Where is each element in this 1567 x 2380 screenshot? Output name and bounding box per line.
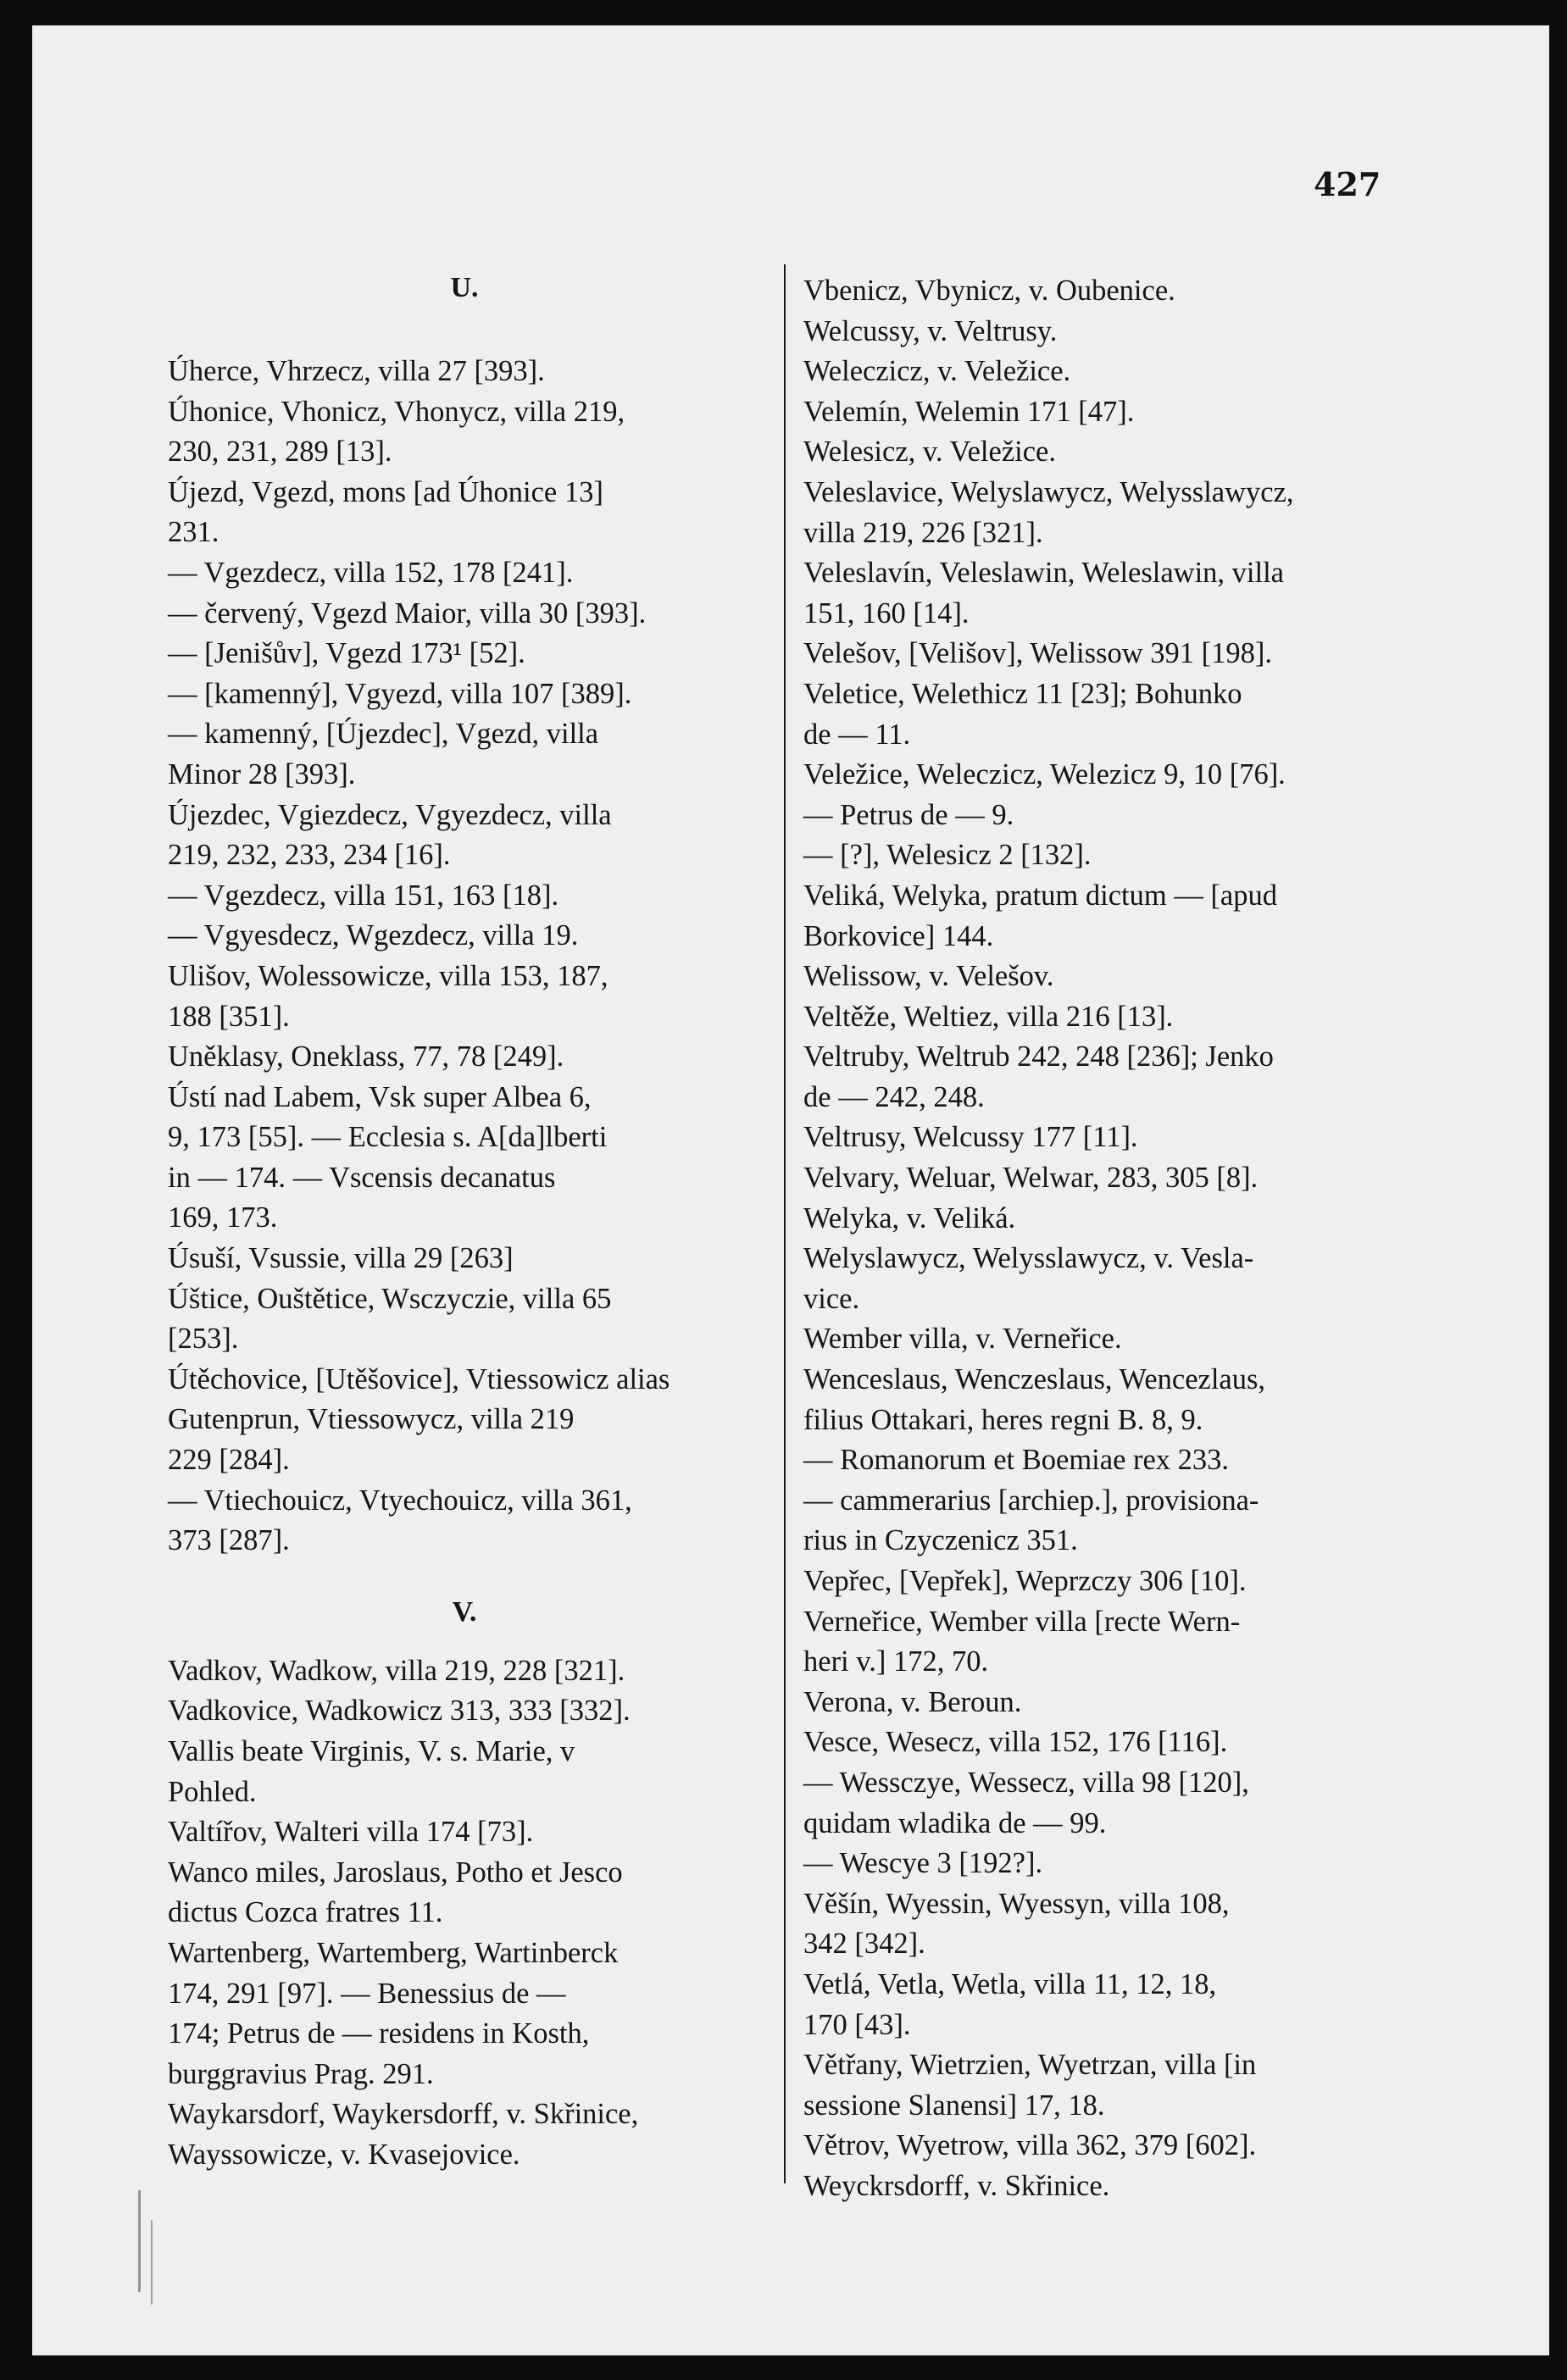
entry-line: — [kamenný], Vgyezd, villa 107 [389].: [168, 677, 632, 710]
index-entry: [803, 1037, 1392, 1118]
entry-line: sessione Slanensi] 17, 18.: [803, 2089, 1105, 2122]
index-entry: [803, 392, 1392, 433]
book-page: [32, 25, 1549, 2355]
index-entry: [168, 674, 761, 715]
entry-line: 174, 291 [97]. — Benessius de —: [168, 1977, 566, 2010]
index-entry: [803, 1562, 1392, 1602]
index-entry: [168, 352, 761, 392]
entry-line: 230, 231, 289 [13].: [168, 436, 392, 469]
scan-mark: [151, 2220, 153, 2305]
index-entry: [168, 473, 761, 553]
index-entry: [803, 1723, 1392, 1763]
left-column: [168, 271, 761, 2176]
entry-line: villa 219, 226 [321].: [803, 516, 1043, 549]
index-entry: [168, 1078, 761, 1239]
index-entry: [803, 1360, 1392, 1440]
entries-v: [168, 1651, 761, 2176]
entry-line: Ústí nad Labem, Vsk super Albea 6,: [168, 1080, 592, 1113]
entry-line: [253].: [168, 1323, 239, 1356]
index-entry: [168, 1933, 761, 2094]
entry-line: filius Ottakari, heres regni B. 8, 9.: [803, 1403, 1203, 1436]
index-entry: [168, 2094, 761, 2135]
index-entry: [803, 1118, 1392, 1158]
entry-line: Minor 28 [393].: [168, 757, 356, 791]
index-entry: [803, 997, 1392, 1038]
entry-line: Weyckrsdorff, v. Skřinice.: [803, 2169, 1110, 2202]
index-entry: [803, 876, 1392, 957]
index-entry: [168, 594, 761, 635]
entry-line: Uněklasy, Oneklass, 77, 78 [249].: [168, 1040, 564, 1073]
entry-line: Úsuší, Vsussie, villa 29 [263]: [168, 1242, 514, 1275]
entry-line: burggravius Prag. 291.: [168, 2057, 434, 2090]
entry-line: — Vtiechouicz, Vtyechouicz, villa 361,: [168, 1484, 632, 1517]
index-entry: [803, 271, 1392, 312]
scan-mark: [138, 2190, 141, 2292]
index-entry: [803, 312, 1392, 352]
entry-line: Větrov, Wyetrow, villa 362, 379 [602].: [803, 2129, 1257, 2162]
entry-line: de — 242, 248.: [803, 1080, 985, 1113]
entry-line: Welissow, v. Velešov.: [803, 960, 1054, 993]
entry-line: Pohled.: [168, 1775, 257, 1808]
entry-line: Veleslavín, Veleslawin, Weleslawin, villa: [803, 557, 1284, 590]
index-entry: [168, 1279, 761, 1360]
entry-line: Wenceslaus, Wenczeslaus, Wencezlaus,: [803, 1363, 1266, 1396]
entry-line: Vallis beate Virginis, V. s. Marie, v: [168, 1735, 575, 1767]
index-entry: [803, 1683, 1392, 1723]
index-entry: [803, 634, 1392, 674]
entry-line: 151, 160 [14].: [803, 596, 970, 630]
index-entry: [803, 755, 1392, 796]
entry-line: 170 [43].: [803, 2008, 911, 2041]
entry-line: 342 [342].: [803, 1928, 925, 1961]
entry-line: Welesicz, v. Veležice.: [803, 436, 1056, 469]
entry-line: — cammerarius [archiep.], provisiona-: [803, 1484, 1259, 1517]
entry-line: Velemín, Welemin 171 [47].: [803, 395, 1135, 428]
entry-line: Útěchovice, [Utěšovice], Vtiessowicz alias: [168, 1362, 670, 1395]
entry-line: — [?], Welesicz 2 [132].: [803, 839, 1092, 872]
entry-line: Újezdec, Vgiezdecz, Vgyezdecz, villa: [168, 798, 612, 831]
entry-line: 231.: [168, 516, 219, 549]
entry-line: Borkovice] 144.: [803, 919, 994, 952]
entry-line: Veletice, Welethicz 11 [23]; Bohunko: [803, 677, 1242, 710]
entry-line: heri v.] 172, 70.: [803, 1645, 989, 1678]
entry-line: quidam wladika de — 99.: [803, 1806, 1107, 1839]
entry-line: Waykarsdorf, Waykersdorff, v. Skřinice,: [168, 2098, 639, 2131]
entry-line: Wayssowicze, v. Kvasejovice.: [168, 2138, 520, 2171]
section-heading-v: V.: [452, 1595, 477, 1628]
entry-line: Veležice, Weleczicz, Welezicz 9, 10 [76].: [803, 758, 1286, 791]
entry-line: — Romanorum et Boemiae rex 233.: [803, 1444, 1230, 1477]
index-entry: [803, 1884, 1392, 1965]
index-entry: [803, 674, 1392, 755]
index-entry: [168, 392, 761, 473]
entry-line: Větřany, Wietrzien, Wyetrzan, villa [in: [803, 2049, 1257, 2082]
entry-line: Vepřec, [Vepřek], Weprzczy 306 [10].: [803, 1565, 1247, 1597]
index-entry: [803, 1199, 1392, 1240]
entry-line: Vbenicz, Vbynicz, v. Oubenice.: [803, 275, 1175, 307]
index-entry: [168, 2135, 761, 2176]
index-entry: [803, 1763, 1392, 1844]
entry-line: Úhonice, Vhonicz, Vhonycz, villa 219,: [168, 395, 625, 428]
right-column: [803, 271, 1392, 2207]
entry-line: Valtířov, Walteri villa 174 [73].: [168, 1816, 534, 1849]
index-entry: [168, 714, 761, 795]
index-entry: [168, 634, 761, 674]
entry-line: Verona, v. Beroun.: [803, 1685, 1022, 1718]
index-entry: [168, 1853, 761, 1933]
index-entry: [168, 1037, 761, 1078]
entry-line: Vetlá, Vetla, Wetla, villa 11, 12, 18,: [803, 1967, 1217, 2000]
entry-line: Gutenprun, Vtiessowycz, villa 219: [168, 1403, 575, 1436]
index-entry: [168, 796, 761, 876]
index-entry: [168, 916, 761, 957]
entry-line: — Wescye 3 [192?].: [803, 1847, 1043, 1880]
entry-line: Velešov, [Velišov], Welissow 391 [198].: [803, 637, 1272, 670]
entry-line: 188 [351].: [168, 1000, 290, 1033]
entry-line: Wanco miles, Jaroslaus, Potho et Jesco: [168, 1856, 623, 1889]
entry-line: Welyka, v. Veliká.: [803, 1201, 1016, 1234]
section-heading-u: U.: [450, 272, 479, 303]
entry-line: Veleslavice, Welyslawycz, Welysslawycz,: [803, 475, 1294, 508]
index-entry: [803, 1239, 1392, 1319]
entry-line: Vadkovice, Wadkowicz 313, 333 [332].: [168, 1695, 631, 1728]
index-entry: [803, 352, 1392, 392]
page-number: 427: [1314, 165, 1381, 203]
entry-line: rius in Czyczenicz 351.: [803, 1524, 1078, 1557]
entry-line: — Vgezdecz, villa 152, 178 [241].: [168, 556, 574, 589]
entry-line: 229 [284].: [168, 1444, 290, 1477]
index-entry: [803, 1602, 1392, 1683]
index-entry: [168, 1360, 761, 1481]
entry-line: 219, 232, 233, 234 [16].: [168, 839, 451, 872]
entry-line: Vesce, Wesecz, villa 152, 176 [116].: [803, 1726, 1228, 1759]
entry-line: — Wessczye, Wessecz, villa 98 [120],: [803, 1766, 1249, 1799]
entry-line: Úherce, Vhrzecz, villa 27 [393].: [168, 355, 545, 387]
entry-line: — červený, Vgezd Maior, villa 30 [393].: [168, 596, 647, 630]
entry-line: Ulišov, Wolessowicze, villa 153, 187,: [168, 959, 608, 992]
entry-line: Weleczicz, v. Veležice.: [803, 355, 1071, 388]
entry-line: de — 11.: [803, 718, 911, 751]
index-entry: [803, 957, 1392, 997]
index-entry: [803, 796, 1392, 836]
entry-line: — Petrus de — 9.: [803, 798, 1014, 831]
entry-line: Veltruby, Weltrub 242, 248 [236]; Jenko: [803, 1040, 1274, 1073]
entry-line: dictus Cozca fratres 11.: [168, 1896, 443, 1929]
index-entry: [803, 553, 1392, 634]
entry-line: 169, 173.: [168, 1201, 278, 1234]
entry-line: Verneřice, Wember villa [recte Wern-: [803, 1605, 1241, 1638]
entry-line: Veltěže, Weltiez, villa 216 [13].: [803, 1000, 1174, 1033]
column-divider: [784, 264, 786, 2183]
entry-line: 174; Petrus de — residens in Kosth,: [168, 2017, 590, 2050]
entry-line: Úštice, Ouštětice, Wsczyczie, villa 65: [168, 1282, 612, 1315]
entry-line: — kamenný, [Újezdec], Vgezd, villa: [168, 718, 599, 751]
index-entry: [803, 1319, 1392, 1360]
entry-line: Welyslawycz, Welysslawycz, v. Vesla-: [803, 1242, 1254, 1275]
entry-line: in — 174. — Vscensis decanatus: [168, 1161, 556, 1194]
index-entry: [168, 1651, 761, 1692]
index-entry: [803, 1965, 1392, 2045]
entry-line: — [Jenišův], Vgezd 173¹ [52].: [168, 637, 525, 670]
entry-line: Wember villa, v. Verneřice.: [803, 1323, 1122, 1356]
index-entry: [803, 2126, 1392, 2166]
entry-line: Věšín, Wyessin, Wyessyn, villa 108,: [803, 1887, 1230, 1920]
index-entry: [803, 2045, 1392, 2126]
entry-line: Vadkov, Wadkow, villa 219, 228 [321].: [168, 1654, 625, 1687]
index-entry: [803, 1440, 1392, 1481]
index-entry: [168, 1239, 761, 1279]
index-entry: [168, 1691, 761, 1732]
index-entry: [803, 473, 1392, 553]
entry-line: — Vgyesdecz, Wgezdecz, villa 19.: [168, 919, 579, 952]
index-entry: [803, 835, 1392, 876]
index-entry: [803, 432, 1392, 473]
index-entry: [168, 1812, 761, 1853]
entry-line: Welcussy, v. Veltrusy.: [803, 314, 1058, 347]
entry-line: vice.: [803, 1282, 860, 1315]
entries-right: [803, 271, 1392, 2207]
index-entry: [803, 1481, 1392, 1562]
index-entry: [803, 1844, 1392, 1884]
entry-line: Velvary, Weluar, Welwar, 283, 305 [8].: [803, 1162, 1259, 1195]
index-entry: [168, 553, 761, 594]
index-entry: [168, 876, 761, 917]
entry-line: Wartenberg, Wartemberg, Wartinberck: [168, 1936, 619, 1969]
entries-u: [168, 352, 761, 1562]
index-entry: [168, 1732, 761, 1812]
entry-line: Veltrusy, Welcussy 177 [11].: [803, 1121, 1138, 1154]
index-entry: [803, 2166, 1392, 2207]
index-entry: [168, 1481, 761, 1562]
entry-line: 373 [287].: [168, 1524, 290, 1557]
entry-line: 9, 173 [55]. — Ecclesia s. A[da]lberti: [168, 1121, 608, 1154]
entry-line: — Vgezdecz, villa 151, 163 [18].: [168, 879, 559, 912]
entry-line: Veliká, Welyka, pratum dictum — [apud: [803, 879, 1277, 912]
entry-line: Újezd, Vgezd, mons [ad Úhonice 13]: [168, 475, 603, 508]
index-entry: [168, 957, 761, 1037]
index-entry: [803, 1158, 1392, 1199]
